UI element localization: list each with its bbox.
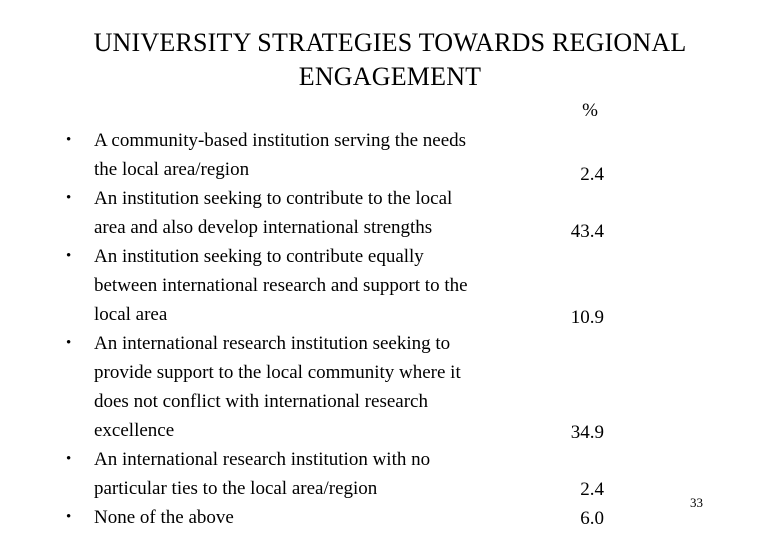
value-item-6: 6.0 [580, 508, 604, 529]
list-item [66, 503, 486, 532]
item-text: An international research institution with no particular ties to the local area/region [94, 449, 431, 499]
value-item-1: 2.4 [580, 164, 604, 185]
title-line-2: ENGAGEMENT [298, 62, 482, 91]
item-text: A community-based institution serving the needs the local area/region [94, 130, 467, 180]
list-item [66, 184, 486, 242]
list-item [66, 126, 486, 184]
percent-column-header: % [582, 100, 598, 121]
value-item-2: 43.4 [570, 221, 604, 242]
bullet-icon: • [66, 335, 72, 351]
value-item-5: 2.4 [580, 479, 604, 500]
bullet-icon: • [66, 190, 72, 206]
item-text: An institution seeking to contribute equally between international research and support to the local area [94, 246, 468, 325]
item-text: An international research institution seeking to provide support to the local community where it does not conflict with international research excellence [94, 333, 461, 441]
title-line-1: UNIVERSITY STRATEGIES TOWARDS REGIONAL [93, 28, 687, 57]
list-item [66, 242, 486, 329]
item-text: None of the above [94, 507, 234, 528]
bullet-icon: • [66, 248, 72, 264]
bullet-icon: • [66, 509, 72, 525]
bullet-icon: • [66, 132, 72, 148]
item-text: An institution seeking to contribute to the local area and also develop international strengths [94, 188, 453, 238]
strategy-list [66, 126, 486, 532]
list-item [66, 329, 486, 445]
bullet-icon: • [66, 451, 72, 467]
value-item-3: 10.9 [570, 307, 604, 328]
slide-title [0, 26, 780, 94]
value-item-4: 34.9 [570, 422, 604, 443]
list-item [66, 445, 486, 503]
page-number: 33 [690, 495, 703, 510]
